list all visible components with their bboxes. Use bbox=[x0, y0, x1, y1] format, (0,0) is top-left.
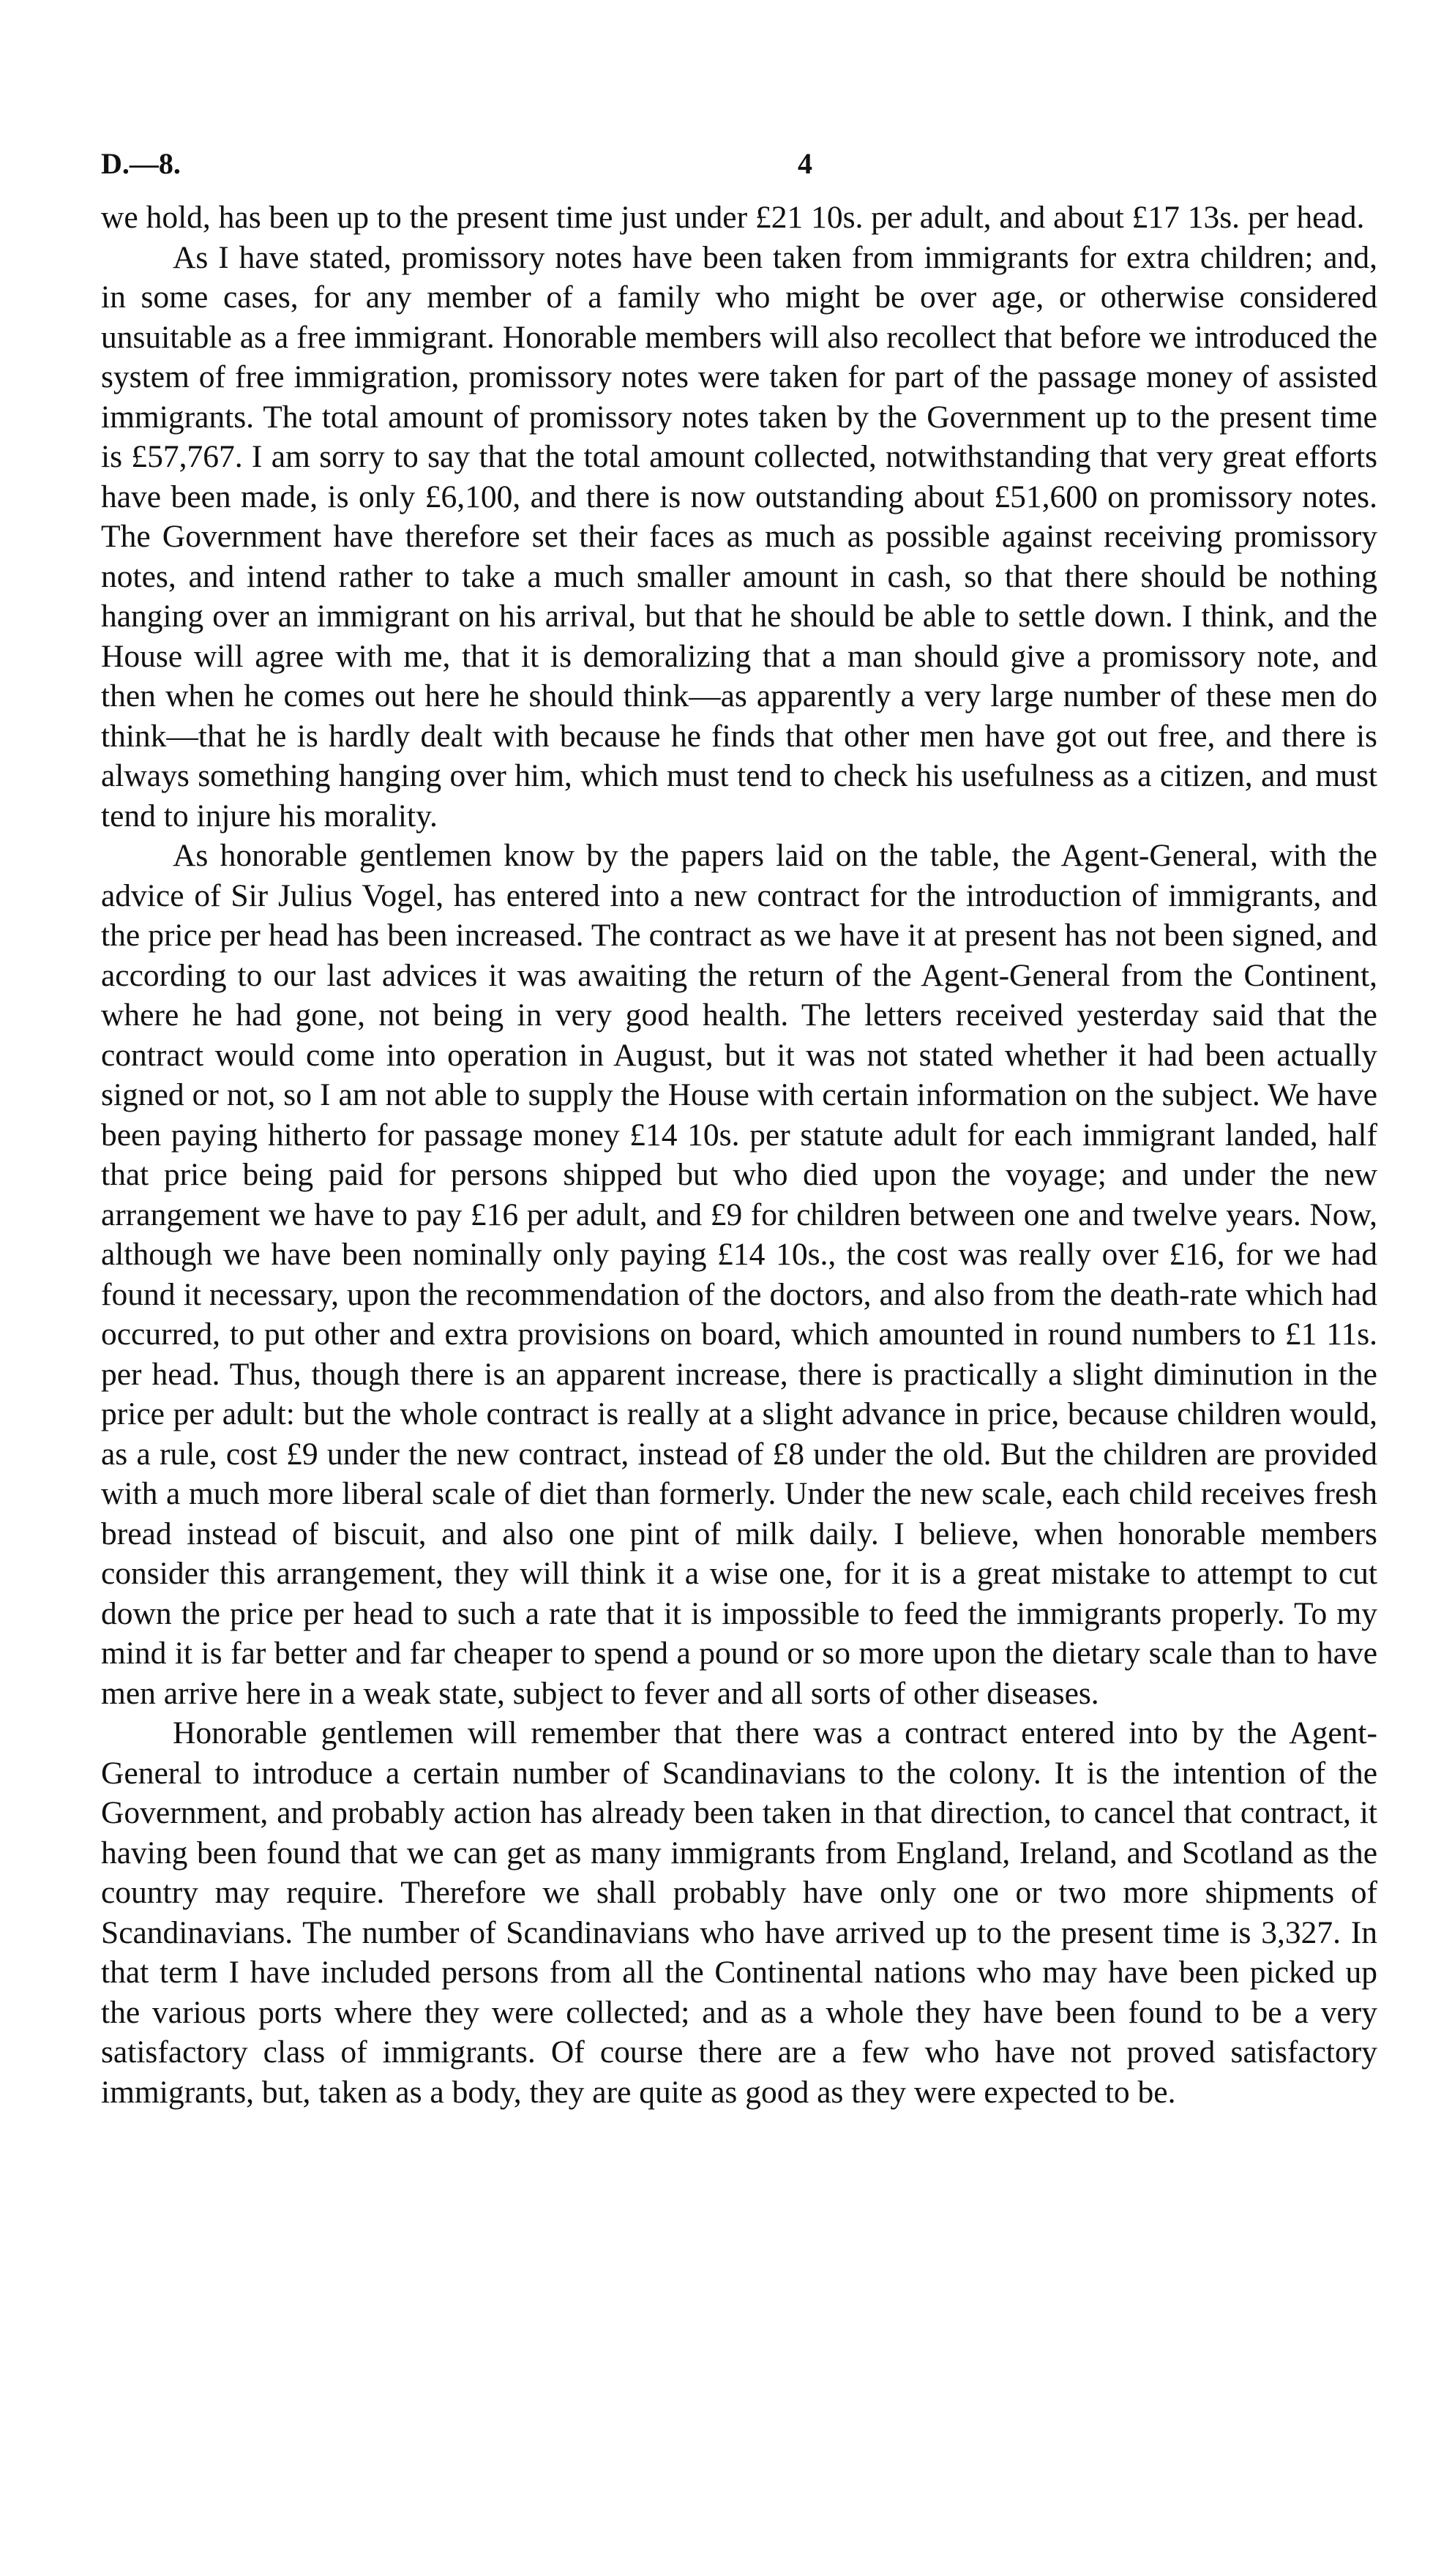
page-header bbox=[101, 146, 1377, 198]
paragraph-promissory-notes: As I have stated, promissory notes have been taken from immigrants for extra children; and, in some cases, for any member of a family who might be over age, or otherwise considered unsuitable as a free immigrant. Honorable members will also recollect that before we introduced the system of free immigration, promissory notes were taken for part of the passage money of assisted immigrants. The total amount of promissory notes taken by the Government up to the present time is £57,767. I am sorry to say that the total amount collected, notwithstanding that very great efforts have been made, is only £6,100, and there is now outstanding about £51,600 on promissory notes. The Government have therefore set their faces as much as possible against receiving promissory notes, and intend rather to take a much smaller amount in cash, so that there should be nothing hanging over an immigrant on his arrival, but that he should be able to settle down. I think, and the House will agree with me, that it is demoralizing that a man should give a promissory note, and then when he comes out here he should think—as apparently a very large number of these men do think—that he is hardly dealt with because he finds that other men have got out free, and there is always something hanging over him, which must tend to check his usefulness as a citizen, and must tend to injure his morality. bbox=[101, 239, 1377, 834]
paragraph-new-contract: As honorable gentlemen know by the papers laid on the table, the Agent-General, with the advice of Sir Julius Vogel, has entered into a new contract for the introduction of immigrants, and the price per head has been increased. The contract as we have it at present has not been signed, and according to our last advices it was awaiting the return of the Agent-General from the Continent, where he had gone, not being in very good health. The letters received yesterday said that the contract would come into operation in August, but it was not stated whether it had been actually signed or not, so I am not able to supply the House with certain information on the subject. We have been paying hitherto for passage money £14 10s. per statute adult for each immigrant landed, half that price being paid for persons shipped but who died upon the voyage; and under the new arrangement we have to pay £16 per adult, and £9 for children between one and twelve years. Now, although we have been nominally only paying £14 10s., the cost was really over £16, for we had found it necessary, upon the recommendation of the doctors, and also from the death-rate which had occurred, to put other and extra provisions on board, which amounted in round numbers to £1 11s. per head. Thus, though there is an apparent increase, there is practically a slight diminution in the price per adult: but the whole contract is really at a slight advance in price, because children would, as a rule, cost £9 under the new contract, instead of £8 under the old. But the children are provided with a much more liberal scale of diet than formerly. Under the new scale, each child receives fresh bread instead of biscuit, and also one pint of milk daily. I believe, when honorable members consider this arrangement, they will think it a wise one, for it is a great mistake to attempt to cut down the price per head to such a rate that it is impossible to feed the immigrants properly. To my mind it is far better and far cheaper to spend a pound or so more upon the dietary scale than to have men arrive here in a weak state, subject to fever and all sorts of other diseases. bbox=[101, 838, 1377, 1711]
document-reference: D.—8. bbox=[101, 147, 181, 180]
paragraph-scandinavians: Honorable gentlemen will remember that there was a contract entered into by the Agent-General to introduce a certain number of Scandinavians to the colony. It is the intention of the Government, and probably action has already been taken in that direction, to cancel that contract, it having been found that we can get as many immigrants from England, Ireland, and Scotland as the country may require. Therefore we shall probably have only one or two more shipments of Scandinavians. The number of Scandinavians who have arrived up to the present time is 3,327. In that term I have included persons from all the Continental nations who may have been picked up the various ports where they were collected; and as a whole they have been found to be a very satisfactory class of immigrants. Of course there are a few who have not proved satisfactory immigrants, but, taken as a body, they are quite as good as they were expected to be. bbox=[101, 1715, 1377, 2110]
paragraph-continued: we hold, has been up to the present time just under £21 10s. per adult, and about £17 13s. per head. bbox=[101, 200, 1365, 235]
document-body bbox=[101, 198, 1377, 2112]
page-number: 4 bbox=[798, 147, 812, 180]
document-page bbox=[101, 146, 1377, 2517]
